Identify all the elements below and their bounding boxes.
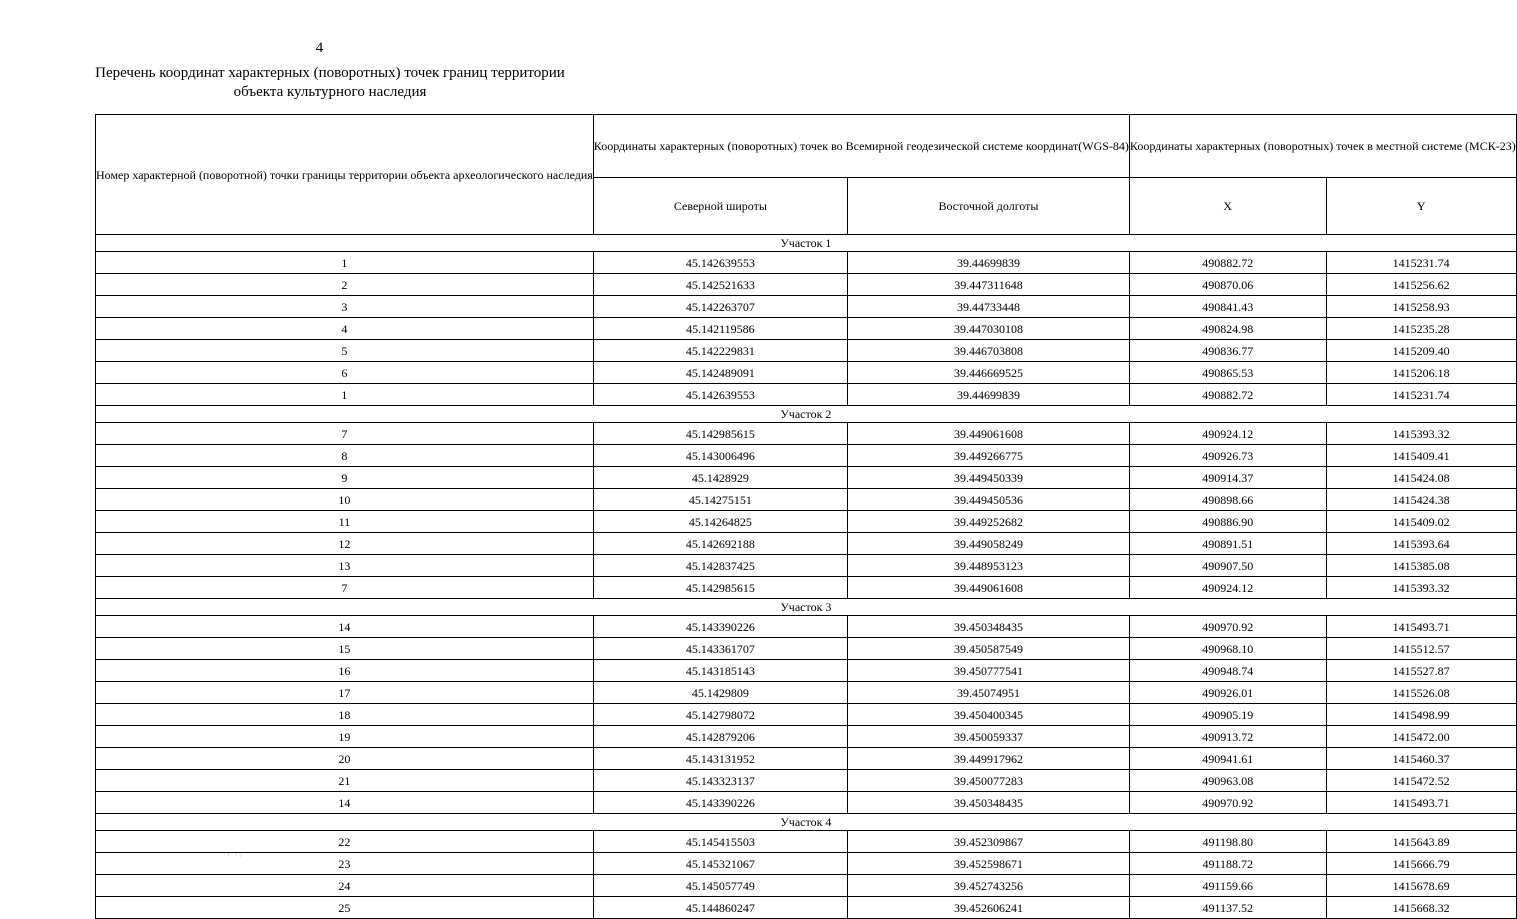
y-cell: 1415409.41	[1326, 445, 1516, 467]
section-row	[96, 406, 1517, 423]
y-cell: 1415209.40	[1326, 340, 1516, 362]
y-cell: 1415385.08	[1326, 555, 1516, 577]
east-longitude-cell: 39.449061608	[848, 423, 1130, 445]
point-number-cell: 13	[96, 555, 594, 577]
table-row	[96, 445, 1517, 467]
north-latitude-cell: 45.143131952	[593, 748, 847, 770]
east-longitude-cell: 39.449252682	[848, 511, 1130, 533]
section-row	[96, 599, 1517, 616]
x-cell: 491137.52	[1129, 897, 1326, 919]
section-row	[96, 235, 1517, 252]
y-cell: 1415493.71	[1326, 616, 1516, 638]
x-cell: 490891.51	[1129, 533, 1326, 555]
x-cell: 490841.43	[1129, 296, 1326, 318]
y-cell: 1415512.57	[1326, 638, 1516, 660]
x-cell: 490926.73	[1129, 445, 1326, 467]
coordinates-table	[95, 114, 1517, 919]
table-row	[96, 770, 1517, 792]
table-row	[96, 555, 1517, 577]
table-row	[96, 704, 1517, 726]
east-longitude-cell: 39.452598671	[848, 853, 1130, 875]
north-latitude-cell: 45.142985615	[593, 577, 847, 599]
north-latitude-cell: 45.145415503	[593, 831, 847, 853]
x-cell: 490913.72	[1129, 726, 1326, 748]
x-cell: 490865.53	[1129, 362, 1326, 384]
table-row	[96, 533, 1517, 555]
north-latitude-cell: 45.142119586	[593, 318, 847, 340]
table-row	[96, 340, 1517, 362]
x-cell: 490926.01	[1129, 682, 1326, 704]
point-number-cell: 20	[96, 748, 594, 770]
scan-artifact: ' '·	[228, 852, 244, 861]
point-number-cell: 2	[96, 274, 594, 296]
table-row	[96, 638, 1517, 660]
point-number-cell: 15	[96, 638, 594, 660]
table-row	[96, 726, 1517, 748]
point-number-cell: 11	[96, 511, 594, 533]
north-latitude-cell: 45.142837425	[593, 555, 847, 577]
section-row	[96, 814, 1517, 831]
table-row	[96, 274, 1517, 296]
title-line-1: Перечень координат характерных (поворотных) точек границ территории	[95, 65, 565, 81]
north-latitude-cell: 45.142639553	[593, 252, 847, 274]
table-row	[96, 489, 1517, 511]
x-cell: 490870.06	[1129, 274, 1326, 296]
point-number-cell: 25	[96, 897, 594, 919]
x-cell: 490914.37	[1129, 467, 1326, 489]
x-cell: 490963.08	[1129, 770, 1326, 792]
table-row	[96, 853, 1517, 875]
x-cell: 491159.66	[1129, 875, 1326, 897]
point-number-cell: 5	[96, 340, 594, 362]
x-cell: 490941.61	[1129, 748, 1326, 770]
point-number-cell: 17	[96, 682, 594, 704]
north-latitude-cell: 45.142521633	[593, 274, 847, 296]
point-number-cell: 1	[96, 384, 594, 406]
y-cell: 1415206.18	[1326, 362, 1516, 384]
header-wgs84: Координаты характерных (поворотных) точек во Всемирной геодезической системе координат(WGS-84)	[593, 115, 1129, 178]
x-cell: 490924.12	[1129, 577, 1326, 599]
y-cell: 1415526.08	[1326, 682, 1516, 704]
x-cell: 490905.19	[1129, 704, 1326, 726]
x-cell: 490824.98	[1129, 318, 1326, 340]
table-row	[96, 897, 1517, 919]
point-number-cell: 16	[96, 660, 594, 682]
table-row	[96, 748, 1517, 770]
point-number-cell: 14	[96, 792, 594, 814]
east-longitude-cell: 39.450587549	[848, 638, 1130, 660]
table-row	[96, 362, 1517, 384]
north-latitude-cell: 45.142798072	[593, 704, 847, 726]
x-cell: 490907.50	[1129, 555, 1326, 577]
table-row	[96, 875, 1517, 897]
x-cell: 490948.74	[1129, 660, 1326, 682]
north-latitude-cell: 45.14264825	[593, 511, 847, 533]
east-longitude-cell: 39.449266775	[848, 445, 1130, 467]
y-cell: 1415678.69	[1326, 875, 1516, 897]
point-number-cell: 21	[96, 770, 594, 792]
north-latitude-cell: 45.142263707	[593, 296, 847, 318]
y-cell: 1415231.74	[1326, 252, 1516, 274]
y-cell: 1415643.89	[1326, 831, 1516, 853]
north-latitude-cell: 45.142489091	[593, 362, 847, 384]
east-longitude-cell: 39.450348435	[848, 792, 1130, 814]
north-latitude-cell: 45.142985615	[593, 423, 847, 445]
y-cell: 1415256.62	[1326, 274, 1516, 296]
y-cell: 1415498.99	[1326, 704, 1516, 726]
y-cell: 1415393.32	[1326, 577, 1516, 599]
y-cell: 1415666.79	[1326, 853, 1516, 875]
y-cell: 1415493.71	[1326, 792, 1516, 814]
point-number-cell: 9	[96, 467, 594, 489]
point-number-cell: 23	[96, 853, 594, 875]
east-longitude-cell: 39.44733448	[848, 296, 1130, 318]
y-cell: 1415258.93	[1326, 296, 1516, 318]
x-cell: 490970.92	[1129, 616, 1326, 638]
north-latitude-cell: 45.142692188	[593, 533, 847, 555]
y-cell: 1415527.87	[1326, 660, 1516, 682]
east-longitude-cell: 39.446703808	[848, 340, 1130, 362]
north-latitude-cell: 45.14275151	[593, 489, 847, 511]
table-row	[96, 467, 1517, 489]
table-row	[96, 660, 1517, 682]
east-longitude-cell: 39.450077283	[848, 770, 1130, 792]
x-cell: 490924.12	[1129, 423, 1326, 445]
point-number-cell: 8	[96, 445, 594, 467]
table-row	[96, 577, 1517, 599]
y-cell: 1415393.64	[1326, 533, 1516, 555]
point-number-cell: 10	[96, 489, 594, 511]
north-latitude-cell: 45.144860247	[593, 897, 847, 919]
east-longitude-cell: 39.450348435	[848, 616, 1130, 638]
y-cell: 1415424.38	[1326, 489, 1516, 511]
point-number-cell: 4	[96, 318, 594, 340]
title-line-2: объекта культурного наследия	[233, 84, 427, 100]
y-cell: 1415460.37	[1326, 748, 1516, 770]
table-row	[96, 318, 1517, 340]
table-row	[96, 511, 1517, 533]
header-point-number: Номер характерной (поворотной) точки границы территории объекта археологического наследия	[96, 115, 594, 235]
table-row	[96, 831, 1517, 853]
north-latitude-cell: 45.143361707	[593, 638, 847, 660]
y-cell: 1415235.28	[1326, 318, 1516, 340]
east-longitude-cell: 39.450400345	[848, 704, 1130, 726]
point-number-cell: 3	[96, 296, 594, 318]
east-longitude-cell: 39.450777541	[848, 660, 1130, 682]
header-north-latitude: Северной широты	[593, 178, 847, 235]
east-longitude-cell: 39.449061608	[848, 577, 1130, 599]
point-number-cell: 24	[96, 875, 594, 897]
x-cell: 490968.10	[1129, 638, 1326, 660]
document-title	[60, 64, 600, 102]
header-east-longitude: Восточной долготы	[848, 178, 1130, 235]
north-latitude-cell: 45.145057749	[593, 875, 847, 897]
y-cell: 1415231.74	[1326, 384, 1516, 406]
north-latitude-cell: 45.142879206	[593, 726, 847, 748]
north-latitude-cell: 45.143006496	[593, 445, 847, 467]
east-longitude-cell: 39.448953123	[848, 555, 1130, 577]
header-y: Y	[1326, 178, 1516, 235]
table-row	[96, 296, 1517, 318]
point-number-cell: 1	[96, 252, 594, 274]
east-longitude-cell: 39.44699839	[848, 252, 1130, 274]
north-latitude-cell: 45.142639553	[593, 384, 847, 406]
point-number-cell: 14	[96, 616, 594, 638]
page-number: 4	[315, 40, 324, 56]
table-row	[96, 792, 1517, 814]
north-latitude-cell: 45.1428929	[593, 467, 847, 489]
y-cell: 1415472.00	[1326, 726, 1516, 748]
north-latitude-cell: 45.143185143	[593, 660, 847, 682]
table-row	[96, 423, 1517, 445]
east-longitude-cell: 39.452606241	[848, 897, 1130, 919]
north-latitude-cell: 45.1429809	[593, 682, 847, 704]
point-number-cell: 7	[96, 423, 594, 445]
east-longitude-cell: 39.446669525	[848, 362, 1130, 384]
y-cell: 1415424.08	[1326, 467, 1516, 489]
north-latitude-cell: 45.143390226	[593, 792, 847, 814]
point-number-cell: 19	[96, 726, 594, 748]
x-cell: 491188.72	[1129, 853, 1326, 875]
header-msk23: Координаты характерных (поворотных) точек в местной системе (МСК-23)	[1129, 115, 1516, 178]
table-row	[96, 682, 1517, 704]
table-row	[96, 384, 1517, 406]
y-cell: 1415393.32	[1326, 423, 1516, 445]
x-cell: 491198.80	[1129, 831, 1326, 853]
east-longitude-cell: 39.44699839	[848, 384, 1130, 406]
point-number-cell: 7	[96, 577, 594, 599]
point-number-cell: 22	[96, 831, 594, 853]
east-longitude-cell: 39.45074951	[848, 682, 1130, 704]
east-longitude-cell: 39.449450339	[848, 467, 1130, 489]
x-cell: 490882.72	[1129, 252, 1326, 274]
north-latitude-cell: 45.145321067	[593, 853, 847, 875]
east-longitude-cell: 39.449450536	[848, 489, 1130, 511]
section-title: Участок 3	[96, 599, 1517, 616]
east-longitude-cell: 39.447311648	[848, 274, 1130, 296]
section-title: Участок 4	[96, 814, 1517, 831]
east-longitude-cell: 39.449917962	[848, 748, 1130, 770]
east-longitude-cell: 39.450059337	[848, 726, 1130, 748]
table-row	[96, 616, 1517, 638]
section-title: Участок 2	[96, 406, 1517, 423]
x-cell: 490836.77	[1129, 340, 1326, 362]
x-cell: 490970.92	[1129, 792, 1326, 814]
north-latitude-cell: 45.143323137	[593, 770, 847, 792]
y-cell: 1415668.32	[1326, 897, 1516, 919]
east-longitude-cell: 39.449058249	[848, 533, 1130, 555]
x-cell: 490886.90	[1129, 511, 1326, 533]
x-cell: 490882.72	[1129, 384, 1326, 406]
east-longitude-cell: 39.452743256	[848, 875, 1130, 897]
point-number-cell: 18	[96, 704, 594, 726]
east-longitude-cell: 39.447030108	[848, 318, 1130, 340]
table-row	[96, 252, 1517, 274]
y-cell: 1415409.02	[1326, 511, 1516, 533]
x-cell: 490898.66	[1129, 489, 1326, 511]
header-x: X	[1129, 178, 1326, 235]
y-cell: 1415472.52	[1326, 770, 1516, 792]
section-title: Участок 1	[96, 235, 1517, 252]
east-longitude-cell: 39.452309867	[848, 831, 1130, 853]
table-body	[96, 235, 1517, 919]
point-number-cell: 12	[96, 533, 594, 555]
north-latitude-cell: 45.142229831	[593, 340, 847, 362]
north-latitude-cell: 45.143390226	[593, 616, 847, 638]
point-number-cell: 6	[96, 362, 594, 384]
